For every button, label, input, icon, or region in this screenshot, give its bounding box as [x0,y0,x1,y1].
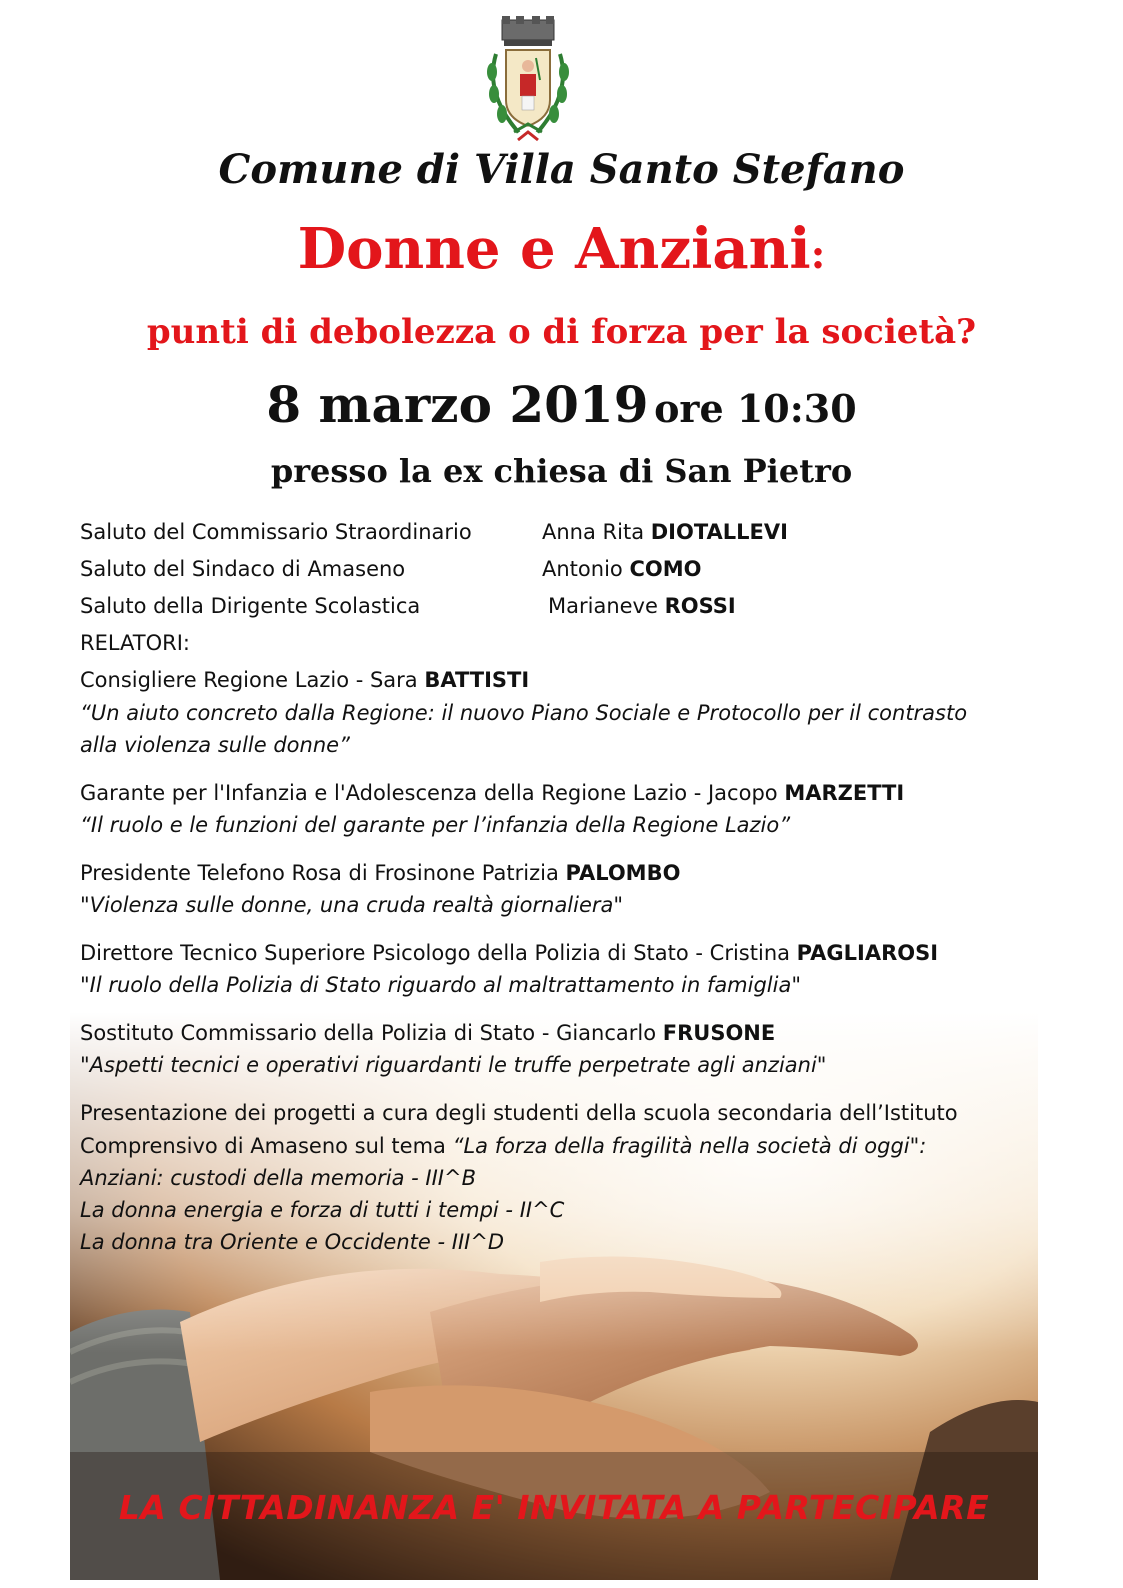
project-item-1: Anziani: custodi della memoria - III^B [80,1166,477,1190]
greeting-name-1: Anna Rita DIOTALLEVI [542,520,788,544]
invitation-footer: LA CITTADINANZA E' INVITATA A PARTECIPARE [118,1488,990,1527]
project-item-3: La donna tra Oriente e Occidente - III^D [80,1230,505,1254]
event-subtitle: punti di debolezza o di forza per la società? [146,312,977,352]
greeting-name-2: Antonio COMO [542,557,702,581]
event-title-main: Donne e Anziani [297,216,811,282]
projects-intro-line-1: Presentazione dei progetti a cura degli studenti della scuola secondaria dell’Istituto [80,1101,958,1125]
relatori-label: RELATORI: [80,631,190,655]
event-title [0,216,1123,282]
event-date-day: 8 marzo 2019 [266,375,649,434]
speaker-1: Consigliere Regione Lazio - Sara BATTISTI [80,668,530,692]
greeting-name-3: Marianeve ROSSI [548,594,736,618]
greeting-role-2: Saluto del Sindaco di Amaseno [80,557,406,581]
speaker-3: Presidente Telefono Rosa di Frosinone Patrizia PALOMBO [80,861,681,885]
event-title-colon: : [810,231,826,278]
event-place: presso la ex chiesa di San Pietro [270,452,853,490]
speaker-2: Garante per l'Infanzia e l'Adolescenza della Regione Lazio - Jacopo MARZETTI [80,781,905,805]
municipal-crest-icon [480,14,576,144]
speaker-4: Direttore Tecnico Superiore Psicologo della Polizia di Stato - Cristina PAGLIAROSI [80,941,939,965]
event-date [0,375,1123,434]
event-date-time: ore 10:30 [654,386,857,431]
greeting-role-3: Saluto della Dirigente Scolastica [80,594,421,618]
comune-name: Comune di Villa Santo Stefano [218,146,905,193]
speaker-5: Sostituto Commissario della Polizia di Stato - Giancarlo FRUSONE [80,1021,776,1045]
projects-intro-line-2: Comprensivo di Amaseno sul tema “La forza della fragilità nella società di oggi": [80,1134,927,1158]
speaker-1-talk-line-2: alla violenza sulle donne” [80,733,350,757]
speaker-2-talk: “Il ruolo e le funzioni del garante per l’infanzia della Regione Lazio” [80,813,791,837]
speaker-5-talk: "Aspetti tecnici e operativi riguardanti le truffe perpetrate agli anziani" [80,1053,827,1077]
project-item-2: La donna energia e forza di tutti i tempi - II^C [80,1198,565,1222]
speaker-3-talk: "Violenza sulle donne, una cruda realtà giornaliera" [80,893,624,917]
speaker-4-talk: "Il ruolo della Polizia di Stato riguardo al maltrattamento in famiglia" [80,973,802,997]
speaker-1-talk-line-1: “Un aiuto concreto dalla Regione: il nuovo Piano Sociale e Protocollo per il contrasto [80,701,968,725]
greeting-role-1: Saluto del Commissario Straordinario [80,520,472,544]
